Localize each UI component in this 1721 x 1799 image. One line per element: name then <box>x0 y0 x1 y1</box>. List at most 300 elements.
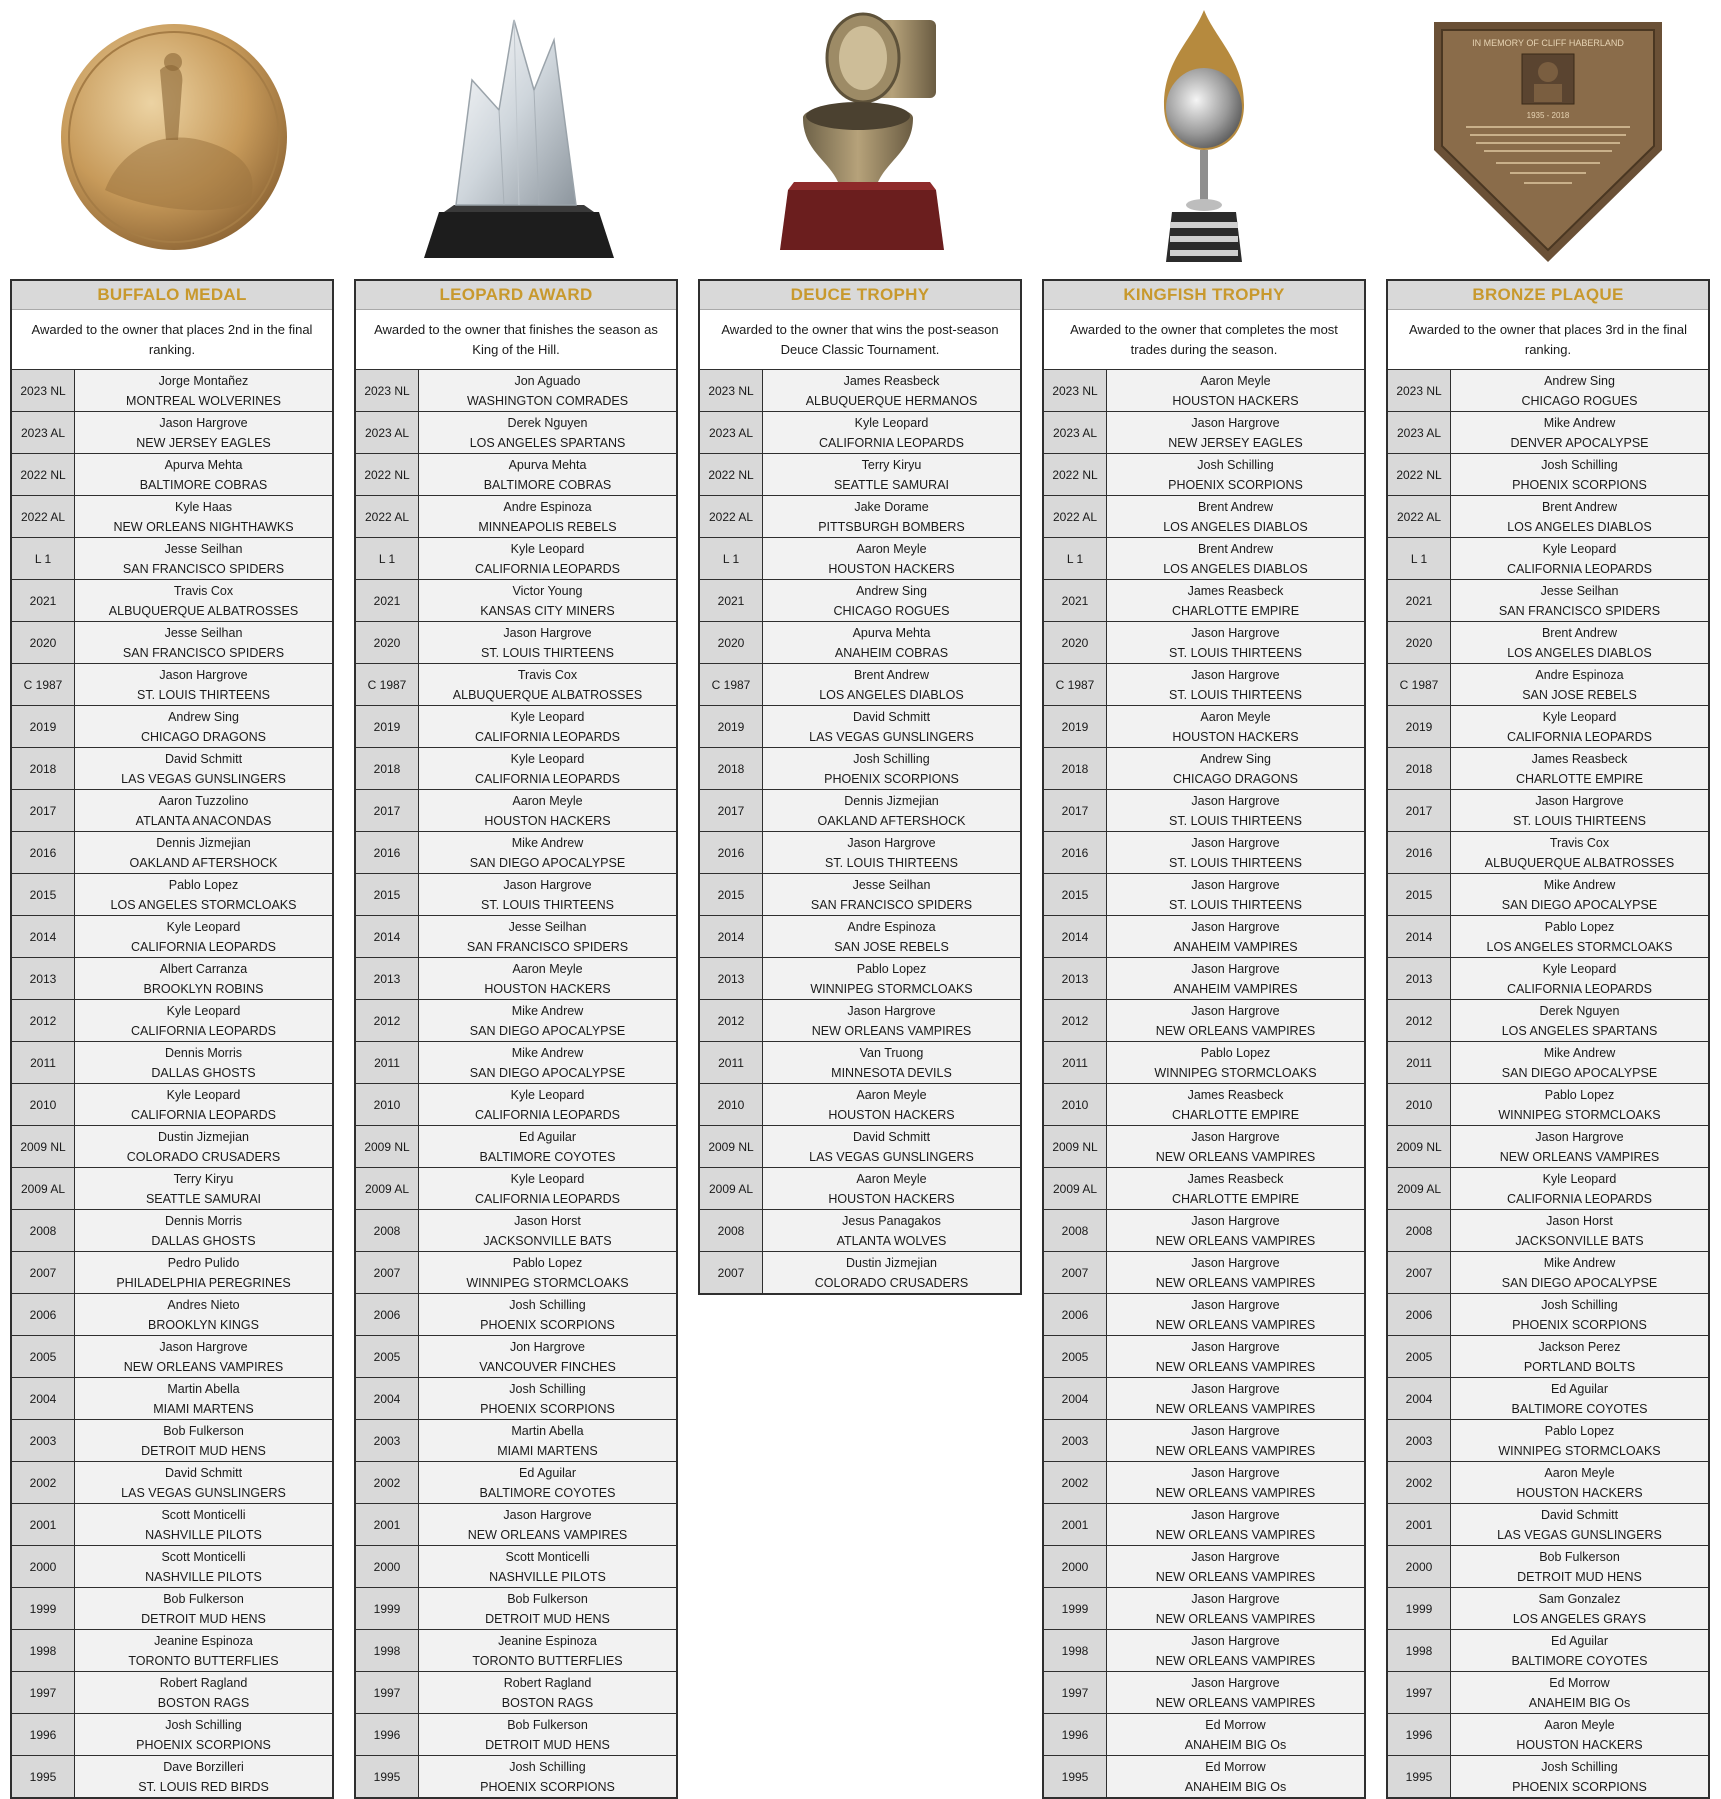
season-label: 2004 <box>1044 1378 1107 1419</box>
team-name: DALLAS GHOSTS <box>151 1065 256 1080</box>
owner-name: Kyle Leopard <box>854 415 929 430</box>
team-name: OAKLAND AFTERSHOCK <box>129 855 278 870</box>
season-label: 2012 <box>356 1000 419 1041</box>
owner-name: Pablo Lopez <box>512 1255 583 1270</box>
owner-name: Brent Andrew <box>853 667 930 682</box>
plaque-years: 1935 - 2018 <box>1526 111 1570 120</box>
owner-name: Dustin Jizmejian <box>845 1255 937 1270</box>
season-label: 2007 <box>356 1252 419 1293</box>
table-row <box>12 1504 332 1546</box>
table-row <box>356 874 676 916</box>
season-label: 2023 NL <box>356 370 419 411</box>
winner-cell <box>1451 874 1708 915</box>
table-row <box>12 1252 332 1294</box>
table-row <box>700 874 1020 916</box>
owner-name: Andrew Sing <box>168 709 239 724</box>
team-name: PHOENIX SCORPIONS <box>480 1779 615 1794</box>
team-name: NEW ORLEANS VAMPIRES <box>1155 1317 1316 1332</box>
table-row <box>12 1210 332 1252</box>
owner-name: Josh Schilling <box>509 1381 586 1396</box>
winner-cell <box>419 1210 676 1251</box>
season-label: 1995 <box>1044 1756 1107 1797</box>
team-name: SAN DIEGO APOCALYPSE <box>1501 1065 1658 1080</box>
season-label: 2023 AL <box>1044 412 1107 453</box>
owner-name: Jason Hargrove <box>1191 1675 1280 1690</box>
team-name: CALIFORNIA LEOPARDS <box>1507 981 1652 996</box>
team-name: WINNIPEG STORMCLOAKS <box>810 981 973 996</box>
winner-cell <box>419 1546 676 1587</box>
team-name: NEW ORLEANS VAMPIRES <box>1499 1149 1660 1164</box>
table-row <box>1044 1588 1364 1630</box>
table-row <box>1044 1042 1364 1084</box>
season-label: 1999 <box>12 1588 75 1629</box>
owner-name: Andre Espinoza <box>847 919 936 934</box>
table-row <box>356 1126 676 1168</box>
table-row <box>700 1210 1020 1252</box>
owner-name: Kyle Leopard <box>510 541 585 556</box>
season-label: 2018 <box>1044 748 1107 789</box>
table-row <box>356 1420 676 1462</box>
winner-cell <box>1451 1294 1708 1335</box>
team-name: DETROIT MUD HENS <box>1517 1569 1642 1584</box>
season-label: 2003 <box>12 1420 75 1461</box>
winner-cell <box>1451 412 1708 453</box>
owner-name: Jesse Seilhan <box>1540 583 1619 598</box>
season-label: 2016 <box>1044 832 1107 873</box>
winner-cell <box>1107 454 1364 495</box>
owner-name: Ed Aguilar <box>519 1129 576 1144</box>
team-name: CHICAGO ROGUES <box>833 603 950 618</box>
table-row <box>1388 1588 1708 1630</box>
award-image <box>354 0 678 279</box>
owner-name: Brent Andrew <box>1541 499 1618 514</box>
season-label: 2022 NL <box>356 454 419 495</box>
team-name: DALLAS GHOSTS <box>151 1233 256 1248</box>
owner-name: Scott Monticelli <box>161 1507 246 1522</box>
season-label: C 1987 <box>1044 664 1107 705</box>
team-name: BOSTON RAGS <box>157 1695 250 1710</box>
winner-cell <box>419 1126 676 1167</box>
team-name: NEW ORLEANS VAMPIRES <box>1155 1443 1316 1458</box>
team-name: CHARLOTTE EMPIRE <box>1171 1191 1300 1206</box>
winner-cell <box>75 454 332 495</box>
owner-name: Aaron Meyle <box>856 1087 927 1102</box>
owner-name: Jason Hargrove <box>1191 1633 1280 1648</box>
table-row <box>1044 832 1364 874</box>
season-label: 2022 NL <box>12 454 75 495</box>
table-row <box>356 1294 676 1336</box>
table-row <box>356 1672 676 1714</box>
owner-name: Jason Hargrove <box>847 1003 936 1018</box>
season-label: 2009 NL <box>356 1126 419 1167</box>
winner-cell <box>1107 1672 1364 1713</box>
owner-name: Jason Hargrove <box>1191 667 1280 682</box>
table-row <box>700 538 1020 580</box>
owner-name: Victor Young <box>512 583 583 598</box>
table-row <box>12 916 332 958</box>
table-row <box>1044 1126 1364 1168</box>
table-row <box>700 580 1020 622</box>
team-name: ST. LOUIS RED BIRDS <box>138 1779 269 1794</box>
winner-cell <box>75 832 332 873</box>
season-label: L 1 <box>700 538 763 579</box>
team-name: PHOENIX SCORPIONS <box>136 1737 271 1752</box>
team-name: SAN DIEGO APOCALYPSE <box>1501 1275 1658 1290</box>
season-label: L 1 <box>12 538 75 579</box>
table-row <box>1044 1378 1364 1420</box>
winner-cell <box>75 1252 332 1293</box>
owner-name: Martin Abella <box>167 1381 240 1396</box>
award-image <box>10 0 334 279</box>
table-row <box>1044 1084 1364 1126</box>
owner-name: Ed Aguilar <box>519 1465 576 1480</box>
award-description: Awarded to the owner that completes the most trades during the season. <box>1044 310 1364 370</box>
winner-cell <box>419 1420 676 1461</box>
owner-name: Andres Nieto <box>167 1297 240 1312</box>
award-image <box>1386 0 1710 279</box>
table-row <box>12 1420 332 1462</box>
award-title: LEOPARD AWARD <box>356 281 676 310</box>
season-label: 2013 <box>1044 958 1107 999</box>
season-label: 2002 <box>356 1462 419 1503</box>
table-row <box>1044 1630 1364 1672</box>
team-name: BALTIMORE COBRAS <box>483 477 612 492</box>
owner-name: Bob Fulkerson <box>1539 1549 1620 1564</box>
owner-name: Dennis Morris <box>164 1045 243 1060</box>
winner-cell <box>75 790 332 831</box>
table-row <box>1044 1210 1364 1252</box>
winner-cell <box>75 1588 332 1629</box>
winner-cell <box>1451 1042 1708 1083</box>
season-label: 2012 <box>700 1000 763 1041</box>
team-name: SAN JOSE REBELS <box>834 939 949 954</box>
team-name: HOUSTON HACKERS <box>484 813 611 828</box>
table-row <box>1044 496 1364 538</box>
table-row <box>12 664 332 706</box>
table-row <box>1388 496 1708 538</box>
winner-cell <box>763 580 1020 621</box>
owner-name: Van Truong <box>859 1045 924 1060</box>
season-label: 2015 <box>356 874 419 915</box>
winner-cell <box>75 1546 332 1587</box>
table-row <box>356 1210 676 1252</box>
season-label: 2013 <box>356 958 419 999</box>
winner-cell <box>419 1714 676 1755</box>
winner-cell <box>419 874 676 915</box>
team-name: TORONTO BUTTERFLIES <box>128 1653 279 1668</box>
season-label: 2017 <box>700 790 763 831</box>
season-label: 2020 <box>700 622 763 663</box>
season-label: 2023 NL <box>1044 370 1107 411</box>
winner-cell <box>1451 1000 1708 1041</box>
team-name: PITTSBURGH BOMBERS <box>818 519 965 534</box>
winner-cell <box>419 1168 676 1209</box>
winner-cell <box>1107 1000 1364 1041</box>
team-name: WINNIPEG STORMCLOAKS <box>466 1275 629 1290</box>
owner-name: James Reasbeck <box>1187 1171 1284 1186</box>
season-label: 2021 <box>700 580 763 621</box>
season-label: 2001 <box>1044 1504 1107 1545</box>
winner-cell <box>75 1672 332 1713</box>
season-label: 1997 <box>1044 1672 1107 1713</box>
team-name: SAN DIEGO APOCALYPSE <box>469 855 626 870</box>
table-row <box>700 916 1020 958</box>
table-row <box>356 958 676 1000</box>
team-name: ST. LOUIS THIRTEENS <box>481 897 614 912</box>
winner-cell <box>1451 1420 1708 1461</box>
table-row <box>1388 1714 1708 1756</box>
owner-name: Terry Kiryu <box>861 457 922 472</box>
winner-cell <box>1451 706 1708 747</box>
award-column-deuce-trophy <box>698 0 1022 1295</box>
team-name: ATLANTA WOLVES <box>836 1233 947 1248</box>
winner-cell <box>763 496 1020 537</box>
team-name: BALTIMORE COBRAS <box>139 477 268 492</box>
owner-name: Dennis Jizmejian <box>844 793 939 808</box>
winner-cell <box>75 1126 332 1167</box>
award-title: BRONZE PLAQUE <box>1388 281 1708 310</box>
table-row <box>1044 622 1364 664</box>
team-name: CHARLOTTE EMPIRE <box>1171 1107 1300 1122</box>
season-label: L 1 <box>1388 538 1451 579</box>
winner-cell <box>419 832 676 873</box>
team-name: LAS VEGAS GUNSLINGERS <box>809 729 974 744</box>
team-name: HOUSTON HACKERS <box>1172 729 1299 744</box>
team-name: CALIFORNIA LEOPARDS <box>475 729 620 744</box>
team-name: NEW ORLEANS VAMPIRES <box>1155 1401 1316 1416</box>
team-name: ANAHEIM BIG Os <box>1528 1695 1631 1710</box>
table-row <box>12 580 332 622</box>
season-label: 2005 <box>1388 1336 1451 1377</box>
owner-name: Jason Hargrove <box>1191 1339 1280 1354</box>
owner-name: Travis Cox <box>1549 835 1610 850</box>
owner-name: Jason Hargrove <box>1191 961 1280 976</box>
table-row <box>356 1462 676 1504</box>
owner-name: Terry Kiryu <box>173 1171 234 1186</box>
table-row <box>700 1042 1020 1084</box>
team-name: ANAHEIM VAMPIRES <box>1173 939 1298 954</box>
table-row <box>12 1084 332 1126</box>
owner-name: Jason Hargrove <box>1191 1381 1280 1396</box>
season-label: 2009 AL <box>1044 1168 1107 1209</box>
table-row <box>1388 454 1708 496</box>
owner-name: Aaron Meyle <box>1544 1465 1615 1480</box>
team-name: NEW ORLEANS VAMPIRES <box>1155 1359 1316 1374</box>
table-row <box>1044 1252 1364 1294</box>
table-row <box>12 538 332 580</box>
owner-name: Jason Hargrove <box>503 625 592 640</box>
team-name: NEW ORLEANS VAMPIRES <box>1155 1233 1316 1248</box>
season-label: 2020 <box>12 622 75 663</box>
team-name: MIAMI MARTENS <box>497 1443 598 1458</box>
table-row <box>1388 1378 1708 1420</box>
owner-name: Jason Hargrove <box>503 1507 592 1522</box>
team-name: BOSTON RAGS <box>501 1695 594 1710</box>
team-name: CHICAGO DRAGONS <box>1172 771 1298 786</box>
season-label: 1995 <box>1388 1756 1451 1797</box>
winner-cell <box>419 1294 676 1335</box>
table-row <box>700 958 1020 1000</box>
table-row <box>12 454 332 496</box>
winner-cell <box>1107 1084 1364 1125</box>
table-row <box>1388 1420 1708 1462</box>
owner-name: Aaron Meyle <box>512 793 583 808</box>
season-label: C 1987 <box>1388 664 1451 705</box>
owner-name: Kyle Leopard <box>510 1087 585 1102</box>
team-name: ST. LOUIS THIRTEENS <box>1169 687 1302 702</box>
team-name: PHILADELPHIA PEREGRINES <box>116 1275 291 1290</box>
season-label: 2013 <box>1388 958 1451 999</box>
table-row <box>1388 748 1708 790</box>
table-row <box>1388 1168 1708 1210</box>
season-label: 1998 <box>1044 1630 1107 1671</box>
season-label: 2010 <box>700 1084 763 1125</box>
owner-name: Derek Nguyen <box>507 415 588 430</box>
winner-cell <box>763 1210 1020 1251</box>
owner-name: Josh Schilling <box>853 751 930 766</box>
bronze-medal-icon <box>10 0 334 279</box>
owner-name: Andrew Sing <box>1200 751 1271 766</box>
team-name: ST. LOUIS THIRTEENS <box>1169 813 1302 828</box>
season-label: 2022 NL <box>1388 454 1451 495</box>
owner-name: Albert Carranza <box>159 961 248 976</box>
award-description: Awarded to the owner that places 2nd in the final ranking. <box>12 310 332 370</box>
winner-cell <box>419 958 676 999</box>
table-row <box>1388 874 1708 916</box>
season-label: 2015 <box>1388 874 1451 915</box>
season-label: 2014 <box>356 916 419 957</box>
table-row <box>356 370 676 412</box>
table-row <box>12 496 332 538</box>
winner-cell <box>419 1588 676 1629</box>
owner-name: Jason Hargrove <box>1191 1213 1280 1228</box>
winner-cell <box>75 874 332 915</box>
season-label: 1997 <box>1388 1672 1451 1713</box>
season-label: 2007 <box>1388 1252 1451 1293</box>
winner-cell <box>1107 412 1364 453</box>
team-name: ANAHEIM BIG Os <box>1184 1737 1287 1752</box>
winner-cell <box>75 622 332 663</box>
season-label: C 1987 <box>12 664 75 705</box>
owner-name: Andre Espinoza <box>503 499 592 514</box>
owner-name: Jason Hargrove <box>1191 877 1280 892</box>
team-name: LOS ANGELES DIABLOS <box>1507 645 1652 660</box>
winner-cell <box>75 370 332 411</box>
winner-cell <box>1451 1378 1708 1419</box>
season-label: 1997 <box>12 1672 75 1713</box>
owner-name: Mike Andrew <box>1543 415 1616 430</box>
winner-cell <box>763 1000 1020 1041</box>
winner-cell <box>75 1168 332 1209</box>
owner-name: Aaron Meyle <box>856 541 927 556</box>
team-name: CHARLOTTE EMPIRE <box>1171 603 1300 618</box>
award-panel <box>10 279 334 1799</box>
season-label: 1995 <box>12 1756 75 1797</box>
season-label: 2022 NL <box>700 454 763 495</box>
owner-name: Jason Hargrove <box>1191 1297 1280 1312</box>
award-panel <box>1042 279 1366 1799</box>
season-label: 2021 <box>1044 580 1107 621</box>
season-label: 2019 <box>1388 706 1451 747</box>
owner-name: Kyle Leopard <box>1542 1171 1617 1186</box>
season-label: 2019 <box>12 706 75 747</box>
table-row <box>356 916 676 958</box>
season-label: 2006 <box>12 1294 75 1335</box>
owner-name: Josh Schilling <box>509 1759 586 1774</box>
team-name: CALIFORNIA LEOPARDS <box>475 561 620 576</box>
award-panel <box>354 279 678 1799</box>
table-row <box>1388 1084 1708 1126</box>
season-label: 2022 AL <box>356 496 419 537</box>
team-name: LAS VEGAS GUNSLINGERS <box>121 771 286 786</box>
table-row <box>1388 1000 1708 1042</box>
team-name: LOS ANGELES SPARTANS <box>1501 1023 1658 1038</box>
winner-cell <box>1107 1336 1364 1377</box>
table-row <box>1044 370 1364 412</box>
owner-name: Aaron Meyle <box>1200 709 1271 724</box>
table-row <box>356 664 676 706</box>
owner-name: Kyle Leopard <box>166 1087 241 1102</box>
winner-cell <box>1107 1294 1364 1335</box>
winner-cell <box>1451 916 1708 957</box>
winner-cell <box>1107 496 1364 537</box>
team-name: MINNESOTA DEVILS <box>831 1065 952 1080</box>
winner-cell <box>75 748 332 789</box>
table-row <box>356 1546 676 1588</box>
winner-cell <box>763 706 1020 747</box>
winner-cell <box>75 958 332 999</box>
team-name: NEW ORLEANS VAMPIRES <box>1155 1569 1316 1584</box>
winner-cell <box>419 538 676 579</box>
team-name: TORONTO BUTTERFLIES <box>472 1653 623 1668</box>
team-name: SAN FRANCISCO SPIDERS <box>466 939 629 954</box>
owner-name: Scott Monticelli <box>161 1549 246 1564</box>
crystal-award-icon <box>354 0 678 279</box>
team-name: PHOENIX SCORPIONS <box>1168 477 1303 492</box>
owner-name: Kyle Leopard <box>1542 961 1617 976</box>
team-name: COLORADO CRUSADERS <box>126 1149 281 1164</box>
owner-name: Jason Hargrove <box>1191 919 1280 934</box>
table-row <box>12 1588 332 1630</box>
winner-cell <box>1107 1210 1364 1251</box>
table-row <box>700 1168 1020 1210</box>
owner-name: Kyle Leopard <box>166 1003 241 1018</box>
winner-cell <box>1451 1462 1708 1503</box>
season-label: 2016 <box>700 832 763 873</box>
winner-cell <box>1451 1630 1708 1671</box>
owner-name: Travis Cox <box>517 667 578 682</box>
table-row <box>12 1042 332 1084</box>
owner-name: Josh Schilling <box>1541 1759 1618 1774</box>
season-label: 2002 <box>1388 1462 1451 1503</box>
owner-name: Mike Andrew <box>511 1003 584 1018</box>
owner-name: Ed Morrow <box>1205 1759 1266 1774</box>
season-label: 2012 <box>12 1000 75 1041</box>
season-label: 2023 NL <box>1388 370 1451 411</box>
table-row <box>12 958 332 1000</box>
owner-name: Derek Nguyen <box>1539 1003 1620 1018</box>
table-row <box>1388 580 1708 622</box>
owner-name: Apurva Mehta <box>164 457 243 472</box>
winner-cell <box>1107 1378 1364 1419</box>
owner-name: Bob Fulkerson <box>163 1591 244 1606</box>
team-name: NASHVILLE PILOTS <box>489 1569 606 1584</box>
winner-cell <box>75 1042 332 1083</box>
season-label: 1996 <box>1388 1714 1451 1755</box>
team-name: LOS ANGELES DIABLOS <box>1163 561 1308 576</box>
season-label: 2011 <box>700 1042 763 1083</box>
winner-cell <box>419 916 676 957</box>
